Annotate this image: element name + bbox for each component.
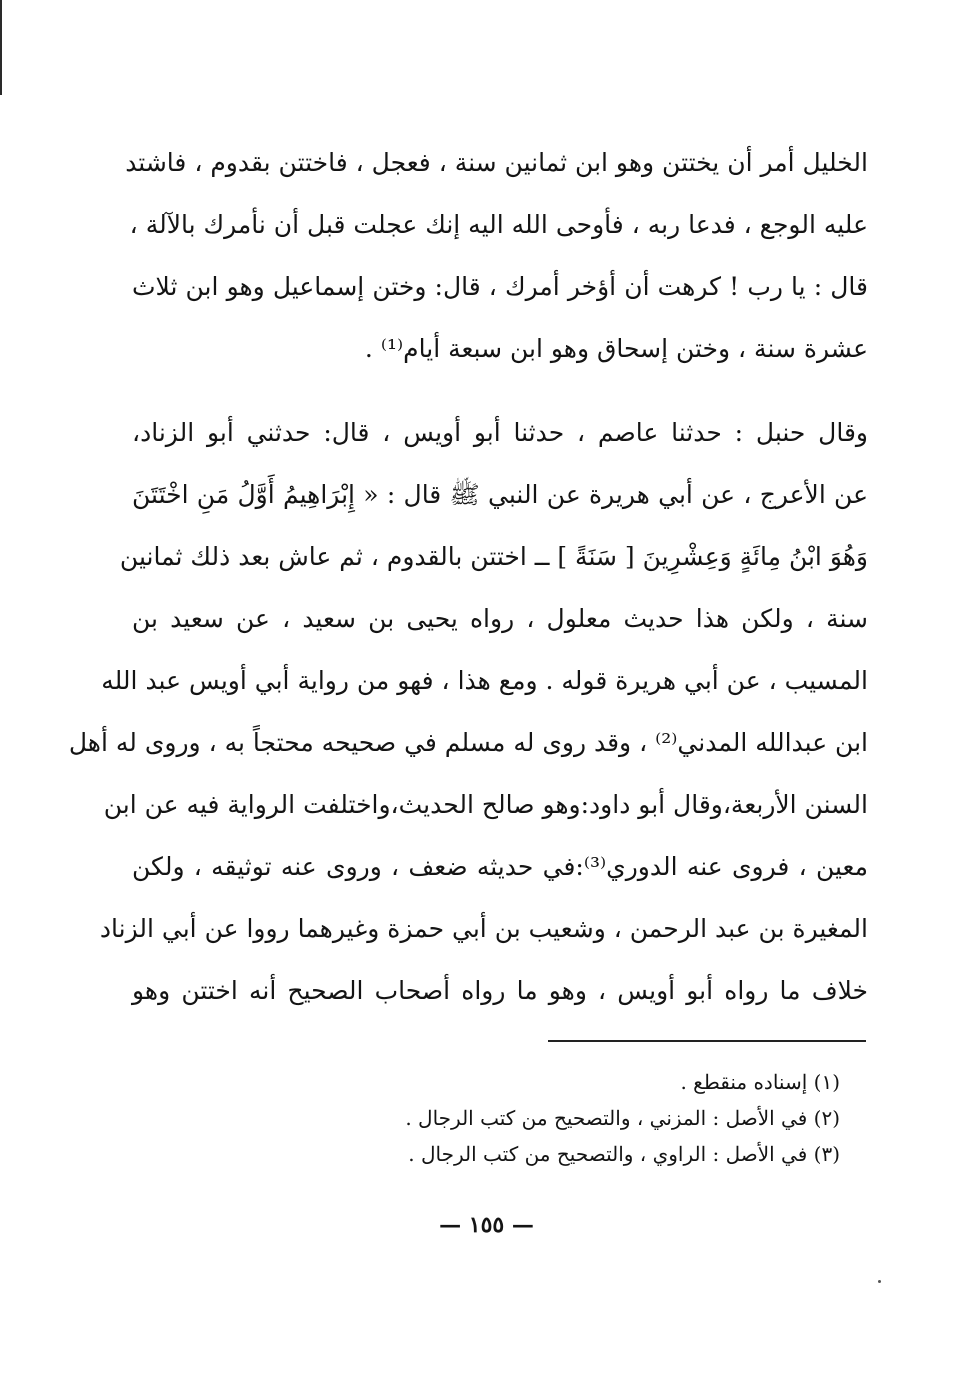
- text-line: عشرة سنة ، وختن إسحاق وهو ابن سبعة أيام⁽¹⁾ .: [364, 334, 868, 363]
- text-line: معين ، فروى عنه الدوري⁽³⁾:في حديثه ضعف ، وروى عنه توثيقه ، ولكن: [132, 852, 868, 881]
- text-line: عليه الوجع ، فدعا ربه ، فأوحى الله اليه إنك عجلت قبل أن نأمرك بالآلة ،: [129, 210, 868, 239]
- paragraph-2: [68, 402, 868, 1022]
- text-line: سنة ، ولكن هذا حديث معلول ، رواه يحيى بن سعيد ، عن سعيد بن: [132, 604, 868, 633]
- footnote-3: (٣) في الأصل : الراوي ، والتصحيح من كتب الرجال .: [408, 1142, 840, 1166]
- text-line: ابن عبدالله المدني⁽²⁾ ، وقد روى له مسلم في صحيحه محتجاً به ، وروى له أهل: [68, 728, 868, 757]
- main-text: [68, 132, 868, 1022]
- paragraph-gap: [132, 380, 868, 402]
- paragraph-1: [125, 132, 868, 380]
- scan-speck: [878, 1280, 881, 1283]
- text-line: السنن الأربعة،وقال أبو داود:وهو صالح الحديث،واختلفت الرواية فيه عن ابن: [103, 790, 868, 819]
- text-line: قال : يا رب ! كرهت أن أؤخر أمرك ، قال: وختن إسماعيل وهو ابن ثلاث: [132, 272, 868, 301]
- footnote-1: (١) إسناده منقطع .: [680, 1070, 840, 1094]
- text-line: الخليل أمر أن يختتن وهو ابن ثمانين سنة ، فعجل ، فاختتن بقدوم ، فاشتد: [125, 148, 868, 177]
- text-line: المسيب ، عن أبي هريرة قوله . ومع هذا ، فهو من رواية أبي أويس عبد الله: [101, 666, 868, 695]
- text-line: المغيرة بن عبد الرحمن ، وشعيب بن أبي حمزة وغيرهما رووا عن أبي الزناد: [99, 914, 868, 943]
- text-line: خلاف ما رواه أبو أويس ، وهو ما رواه أصحاب الصحيح أنه اختتن وهو: [132, 976, 868, 1005]
- footnotes: [300, 1064, 840, 1172]
- scan-edge-mark: [0, 0, 2, 95]
- footnote-2: (٢) في الأصل : المزني ، والتصحيح من كتب الرجال .: [405, 1106, 840, 1130]
- footnote-separator: [548, 1040, 866, 1042]
- text-line: عن الأعرج ، عن أبي هريرة عن النبي ﷺ قال : « إِبْرَاهِيمُ أَوَّلُ مَنِ اخْتَتَنَ: [132, 480, 868, 509]
- page-number: — ١٥٥ —: [439, 1212, 534, 1238]
- text-line: وقال حنبل : حدثنا عاصم ، حدثنا أبو أويس ، قال: حدثني أبو الزناد،: [132, 418, 868, 447]
- text-line: وَهُوَ ابْنُ مِائَةٍ وَعِشْرِينَ [ سَنَةً ] ــ اختتن بالقدوم ، ثم عاش بعد ذلك ثمانين: [119, 542, 868, 571]
